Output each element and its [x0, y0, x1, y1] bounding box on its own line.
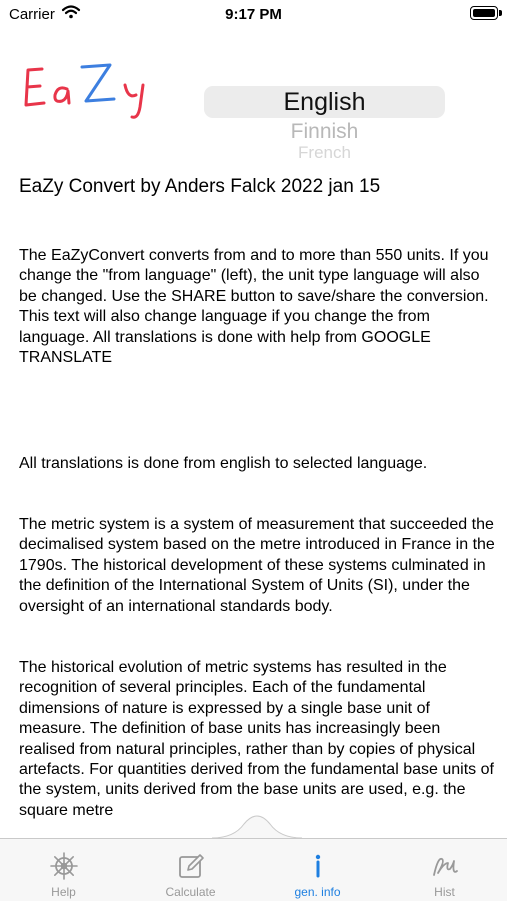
picker-option[interactable]: French — [298, 143, 351, 162]
app-logo — [22, 55, 162, 135]
info-icon — [303, 851, 333, 881]
translation-note: All translations is done from english to selected language. — [19, 455, 428, 472]
picker-selected-option[interactable]: English — [283, 88, 366, 116]
tab-bar — [0, 838, 507, 901]
ship-wheel-icon — [49, 851, 79, 881]
tab-label: Hist — [434, 885, 455, 899]
edit-icon — [176, 851, 206, 881]
metric-paragraph: The metric system is a system of measurement that succeeded the decimalised system based on the metre introduced in France in the 1790s. The historical development of these systems culminated in the definition of the International System of Units (SI), under the oversight of an international standards body. — [19, 516, 495, 615]
history-paragraph: The historical evolution of metric systems has resulted in the recognition of several principles. Each of the fundamental dimensions of nature is expressed by a single base unit of measure. The definition of base units has increasingly been realised from natural principles, rather than by copies of physical artefacts. For quantities derived from the fundamental base units of the system, units derived from the base units are used, e.g. the square metre — [19, 659, 494, 819]
tab-label: Calculate — [165, 885, 216, 899]
intro-paragraph: The EaZyConvert converts from and to more than 550 units. If you change the "from language" (left), the unit type language will also be changed. Use the SHARE button to save/share the conversion. This text will also change language if you change the from language. All translations is done with help from GOOGLE TRANSLATE — [19, 247, 489, 367]
tab-label: gen. info — [294, 885, 341, 899]
tab-hist[interactable] — [381, 839, 508, 901]
carrier-label: Carrier — [9, 6, 55, 23]
picker-option[interactable]: Finnish — [290, 120, 359, 143]
signature-icon — [430, 851, 460, 881]
clock: 9:17 PM — [225, 6, 282, 23]
status-bar — [0, 0, 507, 28]
tab-label: Help — [51, 885, 76, 899]
language-picker[interactable] — [204, 82, 445, 162]
tab-calculate[interactable] — [127, 839, 254, 901]
tab-help[interactable] — [0, 839, 127, 901]
page-title: EaZy Convert by Anders Falck 2022 jan 15 — [19, 176, 381, 197]
battery-icon — [470, 6, 498, 20]
tab-gen-info[interactable] — [254, 839, 381, 901]
